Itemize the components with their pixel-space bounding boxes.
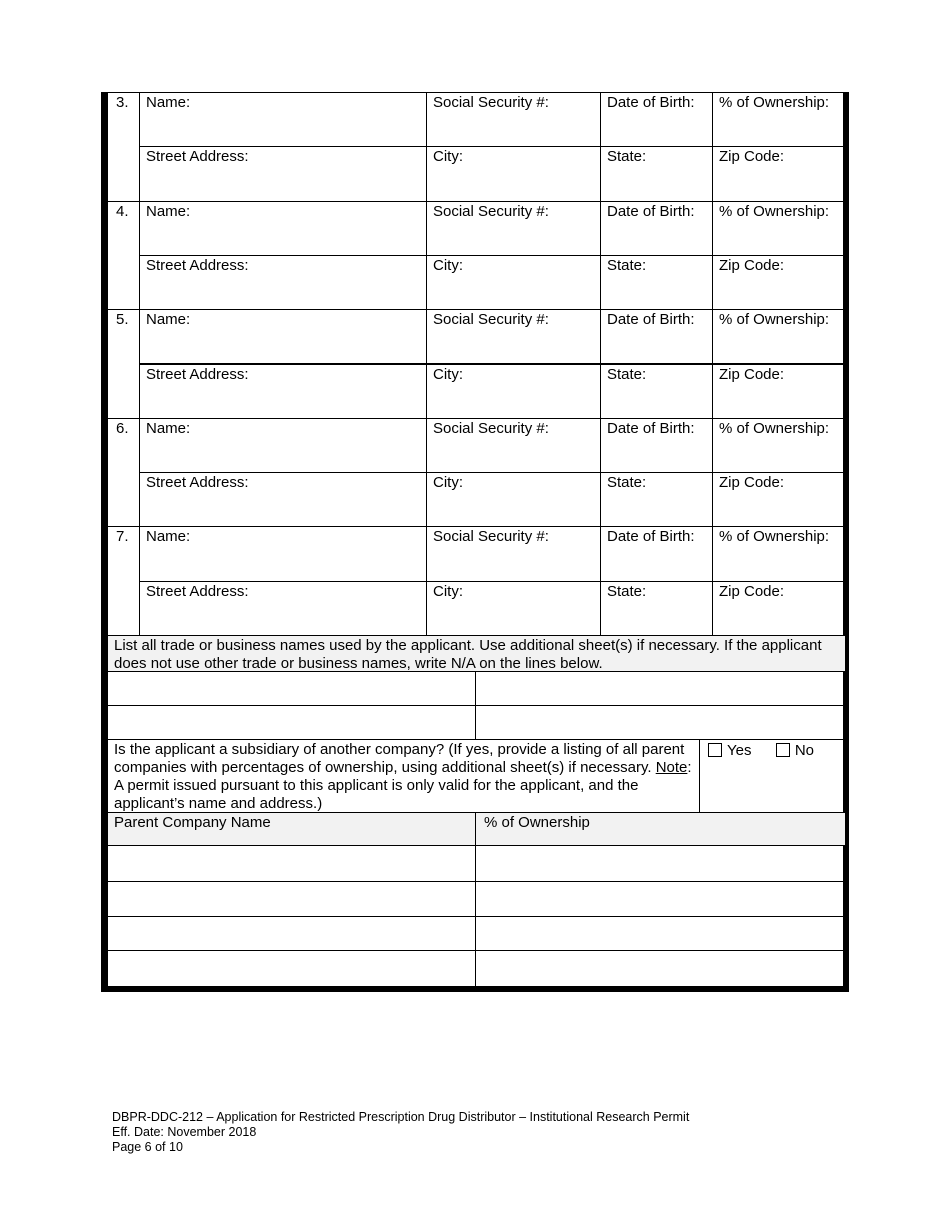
dob-field[interactable] — [600, 92, 713, 147]
dob-label: Date of Birth: — [607, 419, 695, 437]
dob-label: Date of Birth: — [607, 528, 695, 546]
dob-field[interactable] — [600, 526, 713, 581]
owner-number-cell — [107, 418, 140, 528]
owner-number-cell — [107, 201, 140, 311]
trade-name-field-3[interactable] — [107, 705, 476, 740]
zip-code-field[interactable] — [712, 146, 846, 201]
parent-company-name-field[interactable] — [107, 950, 476, 987]
owner-number: 3. — [116, 94, 129, 111]
state-label: State: — [607, 365, 647, 383]
name-field[interactable] — [139, 526, 427, 581]
zip-code-label: Zip Code: — [719, 474, 785, 492]
street-address-field[interactable] — [139, 581, 427, 636]
ownership-field[interactable] — [712, 201, 846, 256]
parent-company-name-field[interactable] — [107, 845, 476, 882]
no-checkbox[interactable] — [776, 743, 790, 757]
name-field[interactable] — [139, 418, 427, 473]
street-address-field[interactable] — [139, 472, 427, 527]
city-field[interactable] — [426, 255, 601, 310]
ownership-field[interactable] — [712, 526, 846, 581]
dob-label: Date of Birth: — [607, 202, 695, 220]
parent-ownership-field[interactable] — [475, 950, 846, 987]
owner-number: 7. — [116, 528, 129, 546]
ownership-field[interactable] — [712, 309, 846, 364]
ownership-field[interactable] — [712, 92, 846, 147]
state-field[interactable] — [600, 146, 713, 201]
trade-name-field-2[interactable] — [475, 671, 846, 706]
ssn-label: Social Security #: — [433, 419, 549, 437]
street-address-label: Street Address: — [146, 148, 249, 166]
name-field[interactable] — [139, 201, 427, 256]
name-label: Name: — [146, 94, 191, 111]
name-field[interactable] — [139, 309, 427, 364]
city-field[interactable] — [426, 581, 601, 636]
note-label: Note — [655, 759, 688, 776]
zip-code-field[interactable] — [712, 364, 846, 419]
dob-label: Date of Birth: — [607, 311, 695, 329]
city-label: City: — [433, 582, 463, 600]
zip-code-field[interactable] — [712, 255, 846, 310]
ssn-field[interactable] — [426, 526, 601, 581]
street-address-label: Street Address: — [146, 474, 249, 492]
city-label: City: — [433, 148, 463, 166]
dob-field[interactable] — [600, 309, 713, 364]
yes-checkbox[interactable] — [708, 743, 722, 757]
ssn-field[interactable] — [426, 92, 601, 147]
zip-code-field[interactable] — [712, 581, 846, 636]
ownership-label: % of Ownership: — [719, 94, 830, 111]
city-label: City: — [433, 365, 463, 383]
name-label: Name: — [146, 311, 191, 329]
parent-ownership-header: % of Ownership — [475, 812, 846, 846]
ownership-label: % of Ownership: — [719, 202, 830, 220]
state-label: State: — [607, 148, 647, 166]
owner-number: 6. — [116, 419, 129, 437]
ssn-field[interactable] — [426, 201, 601, 256]
parent-company-name-field[interactable] — [107, 881, 476, 917]
form-id-line: DBPR-DDC-212 – Application for Restricted Prescription Drug Distributor – Institutional Research Permit — [112, 1110, 690, 1124]
ssn-label: Social Security #: — [433, 528, 549, 546]
ownership-label: % of Ownership: — [719, 528, 830, 546]
street-address-field[interactable] — [139, 146, 427, 201]
ssn-label: Social Security #: — [433, 311, 549, 329]
page-number: Page 6 of 10 — [112, 1140, 183, 1154]
state-label: State: — [607, 256, 647, 274]
city-field[interactable] — [426, 146, 601, 201]
state-label: State: — [607, 474, 647, 492]
trade-name-field-1[interactable] — [107, 671, 476, 706]
dob-label: Date of Birth: — [607, 94, 695, 111]
owner-number-cell — [107, 92, 140, 202]
state-field[interactable] — [600, 581, 713, 636]
city-field[interactable] — [426, 472, 601, 527]
street-address-field[interactable] — [139, 364, 427, 419]
street-address-label: Street Address: — [146, 365, 249, 383]
ownership-field[interactable] — [712, 418, 846, 473]
yes-label: Yes — [727, 742, 752, 759]
subsidiary-answer — [699, 739, 846, 813]
zip-code-label: Zip Code: — [719, 256, 785, 274]
street-address-label: Street Address: — [146, 256, 249, 274]
owner-number-cell — [107, 309, 140, 419]
no-label: No — [794, 742, 815, 759]
city-field[interactable] — [426, 364, 601, 419]
ssn-field[interactable] — [426, 309, 601, 364]
dob-field[interactable] — [600, 418, 713, 473]
owner-number: 5. — [116, 311, 129, 329]
state-field[interactable] — [600, 472, 713, 527]
parent-company-name-field[interactable] — [107, 916, 476, 951]
subsidiary-question: Is the applicant a subsidiary of another company? (If yes, provide a listing of all parent companies with percentages of ownership, using additional sheet(s) if necessary. Note: A permit issued pursuant to this applicant is only valid for the applicant, and the applicant’s name and address.) — [107, 739, 700, 813]
parent-ownership-field[interactable] — [475, 845, 846, 882]
ssn-label: Social Security #: — [433, 202, 549, 220]
dob-field[interactable] — [600, 201, 713, 256]
page-footer — [112, 1110, 689, 1155]
parent-ownership-field[interactable] — [475, 916, 846, 951]
zip-code-label: Zip Code: — [719, 148, 785, 166]
trade-name-field-4[interactable] — [475, 705, 846, 740]
trade-names-instructions: List all trade or business names used by the applicant. Use additional sheet(s) if necessary. If the applicant does not use other trade or business names, write N/A on the lines below. — [107, 635, 846, 672]
state-field[interactable] — [600, 364, 713, 419]
parent-company-name-header: Parent Company Name — [107, 812, 476, 846]
ssn-field[interactable] — [426, 418, 601, 473]
zip-code-label: Zip Code: — [719, 365, 785, 383]
ssn-label: Social Security #: — [433, 94, 549, 111]
owner-number: 4. — [116, 202, 129, 220]
state-field[interactable] — [600, 255, 713, 310]
parent-ownership-field[interactable] — [475, 881, 846, 917]
street-address-label: Street Address: — [146, 582, 249, 600]
name-field[interactable] — [139, 92, 427, 147]
effective-date: Eff. Date: November 2018 — [112, 1125, 257, 1139]
city-label: City: — [433, 256, 463, 274]
ownership-label: % of Ownership: — [719, 419, 830, 437]
city-label: City: — [433, 474, 463, 492]
name-label: Name: — [146, 419, 191, 437]
zip-code-field[interactable] — [712, 472, 846, 527]
street-address-field[interactable] — [139, 255, 427, 310]
state-label: State: — [607, 582, 647, 600]
zip-code-label: Zip Code: — [719, 582, 785, 600]
owner-number-cell — [107, 526, 140, 636]
ownership-label: % of Ownership: — [719, 311, 830, 329]
name-label: Name: — [146, 202, 191, 220]
name-label: Name: — [146, 528, 191, 546]
